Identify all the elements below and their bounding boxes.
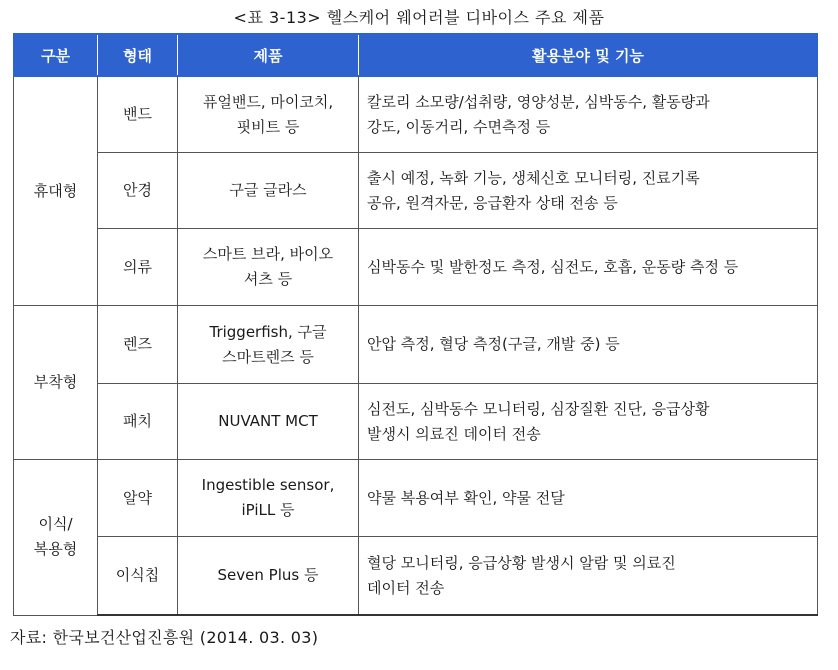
function-cell: 약물 복용여부 확인, 약물 전달	[359, 460, 818, 537]
table-header-row	[14, 34, 818, 76]
table-row	[14, 537, 818, 616]
product-cell: NUVANT MCT	[178, 384, 359, 460]
product-cell: 스마트 브라, 바이오 셔츠 등	[178, 229, 359, 306]
product-cell: Ingestible sensor, iPiLL 등	[178, 460, 359, 537]
form-cell: 의류	[98, 229, 178, 306]
form-cell: 패치	[98, 384, 178, 460]
product-cell: 구글 글라스	[178, 153, 359, 229]
form-cell: 이식칩	[98, 537, 178, 616]
table-caption: <표 3-13> 헬스케어 웨어러블 디바이스 주요 제품	[233, 8, 605, 27]
product-cell: Triggerfish, 구글 스마트렌즈 등	[178, 306, 359, 384]
source-note: 자료: 한국보건산업진흥원 (2014. 03. 03)	[10, 628, 319, 647]
table-row	[14, 460, 818, 537]
table-row	[14, 153, 818, 229]
header-product: 제품	[178, 34, 359, 76]
function-cell: 안압 측정, 혈당 측정(구글, 개발 중) 등	[359, 306, 818, 384]
table-row	[14, 76, 818, 153]
function-cell: 혈당 모니터링, 응급상황 발생시 알람 및 의료진 데이터 전송	[359, 537, 818, 616]
form-cell: 밴드	[98, 76, 178, 153]
category-cell: 휴대형	[14, 76, 98, 306]
header-function: 활용분야 및 기능	[359, 34, 818, 76]
form-cell: 안경	[98, 153, 178, 229]
table-row	[14, 229, 818, 306]
function-cell: 칼로리 소모량/섭취량, 영양성분, 심박동수, 활동량과 강도, 이동거리, 수면측정 등	[359, 76, 818, 153]
function-cell: 출시 예정, 녹화 기능, 생체신호 모니터링, 진료기록 공유, 원격자문, 응급환자 상태 전송 등	[359, 153, 818, 229]
header-form: 형태	[98, 34, 178, 76]
function-cell: 심박동수 및 발한정도 측정, 심전도, 호흡, 운동량 측정 등	[359, 229, 818, 306]
product-cell: 퓨얼밴드, 마이코치, 핏비트 등	[178, 76, 359, 153]
function-cell: 심전도, 심박동수 모니터링, 심장질환 진단, 응급상황 발생시 의료진 데이터 전송	[359, 384, 818, 460]
header-category: 구분	[14, 34, 98, 76]
form-cell: 렌즈	[98, 306, 178, 384]
form-cell: 알약	[98, 460, 178, 537]
category-cell: 부착형	[14, 306, 98, 460]
product-cell: Seven Plus 등	[178, 537, 359, 616]
category-cell: 이식/ 복용형	[14, 460, 98, 616]
table-row	[14, 306, 818, 384]
wearable-devices-table	[13, 33, 818, 616]
table-row	[14, 384, 818, 460]
